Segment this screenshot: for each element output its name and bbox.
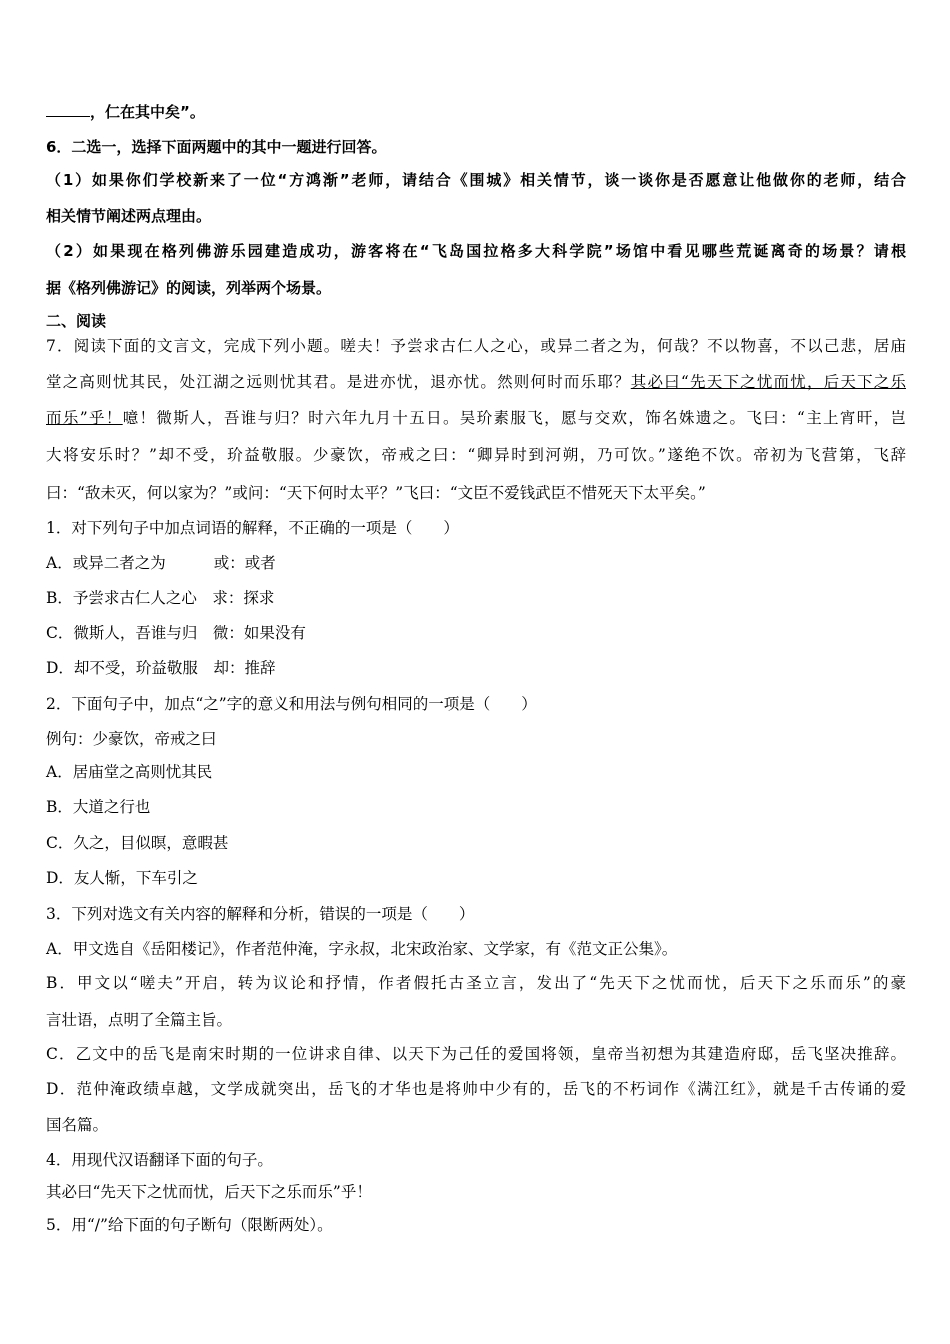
- q2-stem: 2．下面句子中，加点“之”字的意义和用法与例句相同的一项是（ ）: [46, 695, 537, 713]
- passage-line-5: 曰：“敌未灭，何以家为？”或问：“天下何时太平？”飞曰：“文臣不爱钱武臣不惜死天下太平矣。”: [46, 484, 706, 502]
- option-gloss: 或：或者: [213, 554, 276, 572]
- q2-option-b[interactable]: B．大道之行也: [46, 798, 151, 816]
- underlined-sentence: 而乐”乎！: [46, 409, 123, 427]
- option-text: D．却不受，玠益敬服: [46, 659, 198, 677]
- option-text: B．予尝求古仁人之心: [46, 589, 197, 607]
- q4-sentence: 其必曰“先天下之忧而忧，后天下之乐而乐”乎！: [46, 1183, 372, 1201]
- q1-option-d[interactable]: [46, 658, 906, 678]
- option-gloss: 却：推辞: [213, 659, 276, 677]
- q3-option-b-line1[interactable]: B．甲文以“嗟夫”开启，转为议论和抒情，作者假托古圣立言，发出了“先天下之忧而忧，后天下之乐而乐”的豪: [46, 974, 906, 992]
- section-heading: 二、阅读: [46, 312, 107, 330]
- option-gloss: 微：如果没有: [212, 624, 306, 642]
- q6-title: 6．二选一，选择下面两题中的其中一题进行回答。: [46, 138, 387, 156]
- q2-option-d[interactable]: D．友人惭，下车引之: [46, 869, 198, 887]
- option-text: A．或异二者之为: [46, 554, 166, 572]
- q3-option-a[interactable]: A．甲文选自《岳阳楼记》，作者范仲淹，字永叔，北宋政治家、文学家，有《范文正公集》。: [46, 940, 678, 958]
- q5-tail-line: [46, 102, 906, 122]
- q3-stem: 3．下列对选文有关内容的解释和分析，错误的一项是（ ）: [46, 905, 475, 923]
- q6-opt1-line2: 相关情节阐述两点理由。: [46, 207, 212, 225]
- q6-opt2-line2: 据《格列佛游记》的阅读，列举两个场景。: [46, 279, 332, 297]
- q3-option-c[interactable]: C．乙文中的岳飞是南宋时期的一位讲求自律、以天下为己任的爱国将领，皇帝当初想为其建造府邸，岳飞坚决推辞。: [46, 1045, 906, 1063]
- q6-opt2-line1: （2）如果现在格列佛游乐园建造成功，游客将在“飞岛国拉格多大科学院”场馆中看见哪些荒诞离奇的场景？请根: [46, 242, 906, 260]
- q2-option-c[interactable]: C．久之，目似暝，意暇甚: [46, 834, 229, 852]
- q1-option-b[interactable]: [46, 588, 906, 608]
- passage-text: 噫！微斯人，吾谁与归？时六年九月十五日。吴玠素服飞，愿与交欢，饰名姝遗之。飞曰：“主上宵旰，岂: [122, 409, 906, 427]
- option-text: C．微斯人，吾谁与归: [46, 624, 198, 642]
- passage-line-3: [46, 408, 906, 428]
- q1-option-a[interactable]: [46, 553, 906, 573]
- passage-line-1: 7．阅读下面的文言文，完成下列小题。嗟夫！予尝求古仁人之心，或异二者之为，何哉？不以物喜，不以己悲，居庙: [46, 337, 906, 355]
- q2-example: 例句：少豪饮，帝戒之曰: [46, 730, 217, 748]
- q5-tail-text: ，仁在其中矣”。: [90, 103, 205, 121]
- answer-blank[interactable]: [46, 102, 90, 117]
- q3-option-b-line2[interactable]: 言壮语，点明了全篇主旨。: [46, 1011, 233, 1029]
- passage-line-4: 大将安乐时？”却不受，玠益敬服。少豪饮，帝戒之曰：“卿异时到河朔，乃可饮。”遂绝不饮。帝初为飞营第，飞辞: [46, 446, 906, 464]
- q3-option-d-line1[interactable]: D．范仲淹政绩卓越，文学成就突出，岳飞的才华也是将帅中少有的，岳飞的不朽词作《满江红》，就是千古传诵的爱: [46, 1080, 906, 1098]
- q4-stem: 4．用现代汉语翻译下面的句子。: [46, 1151, 273, 1169]
- q3-option-d-line2[interactable]: 国名篇。: [46, 1116, 109, 1134]
- q5-stem: 5．用“/”给下面的句子断句（限断两处）。: [46, 1216, 333, 1234]
- q6-opt1-line1: （1）如果你们学校新来了一位“方鸿渐”老师，请结合《围城》相关情节，谈一谈你是否愿意让他做你的老师，结合: [46, 171, 906, 189]
- option-gloss: 求：探求: [212, 589, 275, 607]
- q2-option-a[interactable]: A．居庙堂之高则忧其民: [46, 763, 213, 781]
- passage-line-2: [46, 372, 906, 392]
- underlined-sentence: 其必曰“先天下之忧而忧，后天下之乐: [630, 373, 906, 391]
- q1-option-c[interactable]: [46, 623, 906, 643]
- q1-stem: 1．对下列句子中加点词语的解释，不正确的一项是（ ）: [46, 519, 459, 537]
- passage-text: 堂之高则忧其民，处江湖之远则忧其君。是进亦忧，退亦忧。然则何时而乐耶？: [46, 373, 631, 391]
